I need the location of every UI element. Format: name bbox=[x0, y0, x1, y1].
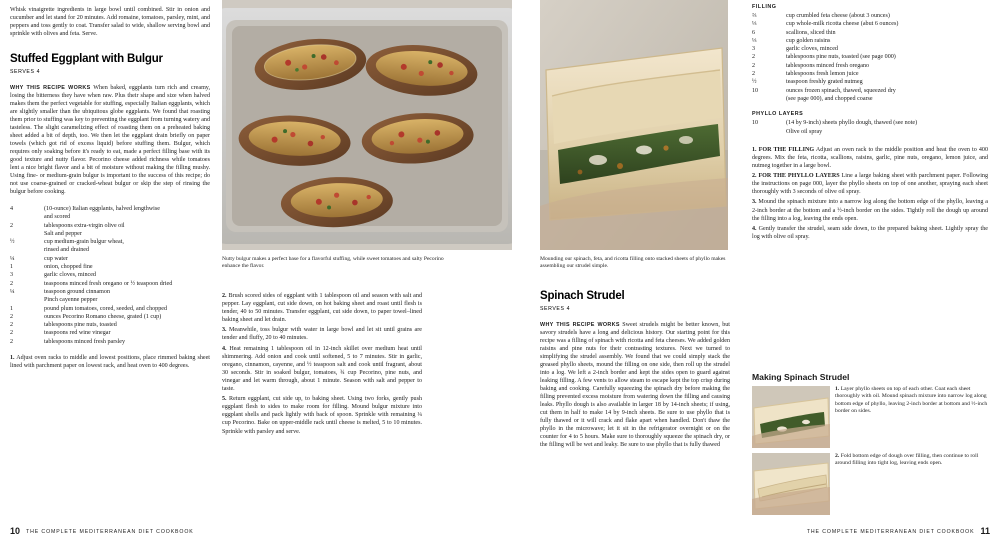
column-two bbox=[222, 292, 422, 436]
ingredient-text: cup crumbled feta cheese (about 3 ounces) bbox=[786, 13, 890, 19]
ingredient-amount: ¼ bbox=[10, 288, 15, 295]
folio-left: 10 bbox=[10, 526, 21, 536]
ingredient-row bbox=[10, 255, 210, 263]
recipe-step-4: 4. Heat remaining 1 tablespoon oil in 12-inch skillet over medium heat until shimmering. Add onion and cook until softened, 5 to 7 minutes. Stir in garlic, oregano, cinnamon, cayenne, and ½ teaspoon salt and cook until fragrant, about 30 seconds. Stir in soaked bulgur, tomatoes, ¾ cup Pecorino, pine nuts, and vinegar and let warm through, about 1 minute. Season with salt and pepper to taste. bbox=[222, 345, 422, 393]
ingredient-row bbox=[10, 213, 210, 221]
photo-caption-eggplant: Nutty bulgur makes a perfect base for a flavorful stuffing, while sweet tomatoes and salty Pecorino enhance the flavor. bbox=[222, 256, 444, 270]
recipe-title: Spinach Strudel bbox=[540, 290, 625, 302]
ingredient-text: and scored bbox=[44, 214, 71, 221]
ingredient-text: cup whole-milk ricotta cheese (abut 6 ounces) bbox=[786, 21, 899, 28]
why-this-recipe-works-text: When baked, eggplants turn rich and creamy, losing the bitterness they have when raw. Plus their shape and size when halved makes them the perfect vegetable for stuffing, especially Italian eggplants, which are slightly smaller than the ubiquitous globe eggplants. We found that roasting them prior to stuffing was key to preventing the eggplant from turning watery and tasteless. The slight caramelizing effect of roasting them on a preheated baking sheet added a bit of depth, too. We then let the eggplant drain briefly on paper towels (which got rid of excess liquid) before stuffing them. Bulgur, which requires only soaking before it's ready to eat, made a perfect filling base with its good texture and nutty flavor. Pecorino cheese added richness while tomatoes lent a nice bright flavor and a bit of moisture without making the filling mushy. Using fine- or medium-grain bulgur is important to the success of this recipe; do not use coarse-grained or cracked-wheat bulgur or skip the step of rinsing the bulgur before cooking. bbox=[10, 85, 210, 195]
footer-right bbox=[801, 521, 990, 539]
ingredient-row bbox=[10, 296, 210, 304]
ingredient-text: onion, chopped fine bbox=[44, 264, 93, 271]
ingredient-text: garlic cloves, minced bbox=[44, 272, 96, 279]
recipe-step-5: 5. Return eggplant, cut side up, to baking sheet. Using two forks, gently push eggplant flesh to sides to make room for filling. Mound bulgur mixture into eggplant shells and pack lightly with back of spoon. Sprinkle with remaining ¼ cup Pecorino. Bake on upper-middle rack until cheese is melted, 5 to 10 minutes. Sprinkle with parsley and serve. bbox=[222, 396, 422, 435]
recipe-heading-spinach-strudel bbox=[540, 290, 730, 312]
ingredient-row bbox=[10, 238, 210, 246]
how-to-step-1-text: 1. Layer phyllo sheets on top of each other. Coat each sheet thoroughly with oil. Mound spinach mixture into narrow log along bottom edge of phyllo, leaving 2-inch border at bottom and ½-inch border on sides. bbox=[835, 386, 988, 415]
column-four bbox=[752, 4, 988, 241]
why-this-recipe-works-label: WHY THIS RECIPE WORKS bbox=[10, 85, 91, 91]
ingredient-amount: ½ bbox=[10, 239, 15, 246]
ingredient-text: tablespoons fresh lemon juice bbox=[786, 71, 859, 78]
ingredient-text: ounces Pecorino Romano cheese, grated (1 cup) bbox=[44, 313, 162, 320]
filling-section-head: FILLING bbox=[752, 4, 777, 10]
ingredient-amount: 2 bbox=[10, 222, 14, 229]
ingredient-amount: 1 bbox=[10, 264, 14, 271]
strudel-step-2: 2. FOR THE PHYLLO LAYERS Line a large baking sheet with parchment paper. Following the instructions on page 000, layer the phyllo sheets on top of one another, spraying each sheet thoroughly with 3 seconds of olive oil spray. bbox=[752, 173, 988, 196]
ingredient-text: teaspoons red wine vinegar bbox=[44, 330, 111, 337]
ingredient-row bbox=[752, 12, 988, 20]
ingredient-row bbox=[752, 128, 988, 136]
why-this-recipe-works-label: WHY THIS RECIPE WORKS bbox=[540, 322, 620, 328]
how-to-title: Making Spinach Strudel bbox=[752, 372, 850, 382]
ingredient-text: garlic cloves, minced bbox=[786, 46, 838, 53]
how-to-sidebar bbox=[752, 372, 988, 520]
ingredient-amount: ¼ bbox=[10, 255, 15, 262]
ingredient-row bbox=[10, 329, 210, 337]
recipe-serves: SERVES 4 bbox=[10, 69, 41, 75]
ingredient-row bbox=[752, 87, 988, 95]
ingredient-row bbox=[752, 37, 988, 45]
column-three bbox=[540, 290, 730, 449]
ingredient-list-filling bbox=[752, 12, 988, 103]
photo-spinach-strudel bbox=[540, 0, 728, 250]
ingredient-amount: 10 bbox=[752, 87, 759, 94]
ingredient-amount: ⅓ bbox=[752, 21, 757, 28]
column-one bbox=[10, 6, 210, 370]
ingredient-row bbox=[10, 338, 210, 346]
ingredient-amount bbox=[10, 213, 44, 221]
ingredient-amount bbox=[10, 296, 44, 304]
photo-stuffed-eggplant bbox=[222, 0, 512, 250]
ingredient-text: (10-ounce) Italian eggplants, halved lengthwise bbox=[44, 206, 160, 212]
ingredient-row bbox=[10, 263, 210, 271]
ingredient-row bbox=[752, 119, 988, 127]
ingredient-text: teaspoons minced fresh oregano or ½ teaspoon dried bbox=[44, 280, 173, 287]
ingredient-text: tablespoons pine nuts, toasted bbox=[44, 322, 117, 329]
recipe-step-1: 1. Adjust oven racks to middle and lowest positions, place rimmed baking sheet lined with parchment paper on lowest rack, and heat oven to 400 degrees. bbox=[10, 355, 210, 370]
recipe-step-2: 2. Brush scored sides of eggplant with 1 tablespoon oil and season with salt and pepper. Lay eggplant, cut side down, on hot baking sheet and roast until flesh is tender, 40 to 50 minutes. Transfer eggplant, cut side down, to paper towel–lined baking sheet and let drain. bbox=[222, 293, 422, 324]
strudel-step-1: 1. FOR THE FILLING Adjust an oven rack to the middle position and heat the oven to 400 degrees. Mix the feta, ricotta, scallions, raisins, garlic, pine nuts, oregano, lemon juice, and nutmeg together in a large bowl. bbox=[752, 146, 988, 170]
ingredient-text: Olive oil spray bbox=[786, 128, 823, 135]
how-to-image-roll-log bbox=[752, 453, 830, 515]
ingredient-row bbox=[10, 321, 210, 329]
ingredient-row bbox=[752, 20, 988, 28]
ingredient-list-phyllo bbox=[752, 119, 988, 136]
strudel-step-4: 4. Gently transfer the strudel, seam side down, to the prepared baking sheet. Lightly spray the log with olive oil spray. bbox=[752, 225, 988, 240]
ingredient-amount: 10 bbox=[752, 120, 759, 127]
ingredient-text: cup medium-grain bulgur wheat, bbox=[44, 239, 124, 246]
why-this-recipe-works-block bbox=[10, 84, 210, 196]
how-to-step-2-text: 2. Fold bottom edge of dough over filling, then continue to roll around filling into tight log, leaving ends open. bbox=[835, 453, 979, 467]
ingredient-row bbox=[752, 45, 988, 53]
ingredient-amount: 6 bbox=[752, 29, 756, 36]
photo-caption-strudel: Mounding our spinach, feta, and ricotta filling onto stacked sheets of phyllo makes assembling our strudel simple. bbox=[540, 256, 726, 270]
ingredient-text: tablespoons pine nuts, toasted (see page 000) bbox=[786, 54, 896, 61]
ingredient-row bbox=[10, 313, 210, 321]
ingredient-text: ounces frozen spinach, thawed, squeezed dry bbox=[786, 87, 896, 94]
ingredient-row bbox=[10, 246, 210, 254]
ingredient-row bbox=[752, 53, 988, 61]
ingredient-amount: 2 bbox=[10, 322, 14, 329]
ingredient-amount: 2 bbox=[10, 338, 14, 345]
ingredient-list-eggplant bbox=[10, 205, 210, 346]
recipe-title: Stuffed Eggplant with Bulgur bbox=[10, 53, 163, 65]
why-this-recipe-works-text: Sweet strudels might be better known, but savory strudels have a long and delicious history. Our starting point for this recipe was a filling of spinach with ricotta and feta cheeses. We added golden raisins and pine nuts for their contrasting textures. Next we turned to simplifying the strudel assembly. We found that we could simply stack the greased phyllo sheets, mound the filling on one side, then roll up the strudel into a log. We left a 2-inch border and kept the sides open to guard against leaking filling. A few vents to allow steam to escape kept the top crisp during baking and cooking. Carefully squeezing the spinach dry before making the filling prevented excess moisture from watering down the filling and causing leaks. Phyllo dough is also available in larger 18 by 14-inch sheets; if using, cut them in half to make 14 by 9-inch sheets. Be sure to use phyllo that is fully thawed or it will crack and flake apart when handled. Don't thaw the phyllo in the microwave; let it sit in the refrigerator overnight or on the counter for 4 to 5 hours. Make sure to thoroughly squeeze the spinach dry, or the filling will be wet and leaky. Be sure to use phyllo that is fully thawed bbox=[540, 322, 730, 448]
ingredient-text: tablespoons minced fresh parsley bbox=[44, 338, 126, 345]
ingredient-row bbox=[10, 280, 210, 288]
how-to-step-2 bbox=[752, 453, 988, 515]
ingredient-text: cup golden raisins bbox=[786, 37, 831, 44]
ingredient-amount: ½ bbox=[752, 79, 757, 86]
ingredient-text: cup water bbox=[44, 255, 68, 262]
how-to-image-layer-phyllo bbox=[752, 386, 830, 448]
ingredient-amount: 2 bbox=[10, 330, 14, 337]
ingredient-amount: 4 bbox=[10, 206, 14, 212]
ingredient-text: Salt and pepper bbox=[44, 230, 82, 237]
ingredient-text: rinsed and drained bbox=[44, 247, 90, 254]
ingredient-row bbox=[10, 288, 210, 296]
ingredient-amount: 2 bbox=[752, 54, 756, 61]
ingredient-text: teaspoon ground cinnamon bbox=[44, 288, 111, 295]
ingredient-text: tablespoons extra-virgin olive oil bbox=[44, 222, 125, 229]
ingredient-row bbox=[752, 70, 988, 78]
ingredient-text: Pinch cayenne pepper bbox=[44, 297, 98, 304]
ingredient-row bbox=[10, 305, 210, 313]
recipe-step-3: 3. Meanwhile, toss bulgur with water in large bowl and let sit until grains are tender and fluffy, 20 to 40 minutes. bbox=[222, 327, 422, 342]
ingredient-amount: ⅓ bbox=[752, 37, 757, 44]
why-this-recipe-works-block bbox=[540, 321, 730, 449]
book-title-right: THE COMPLETE MEDITERRANEAN DIET COOKBOOK bbox=[806, 529, 975, 535]
ingredient-text: teaspoon freshly grated nutmeg bbox=[786, 79, 863, 86]
ingredient-amount: 3 bbox=[752, 46, 756, 53]
strudel-step-3: 3. Mound the spinach mixture into a narrow log along the bottom edge of the phyllo, leaving a 2-inch border at the bottom and a ½-inch border on the sides. Tightly roll the dough up around the filling into a log, leaving the ends open. bbox=[752, 199, 988, 222]
ingredient-row bbox=[10, 271, 210, 279]
ingredient-amount: 2 bbox=[10, 313, 14, 320]
ingredient-amount bbox=[10, 230, 44, 238]
ingredient-amount bbox=[10, 246, 44, 254]
ingredient-text: (see page 000), and chopped coarse bbox=[786, 95, 873, 102]
ingredient-row bbox=[752, 78, 988, 86]
ingredient-text: pound plum tomatoes, cored, seeded, and chopped bbox=[44, 305, 168, 312]
ingredient-amount bbox=[752, 128, 786, 136]
book-title-left: THE COMPLETE MEDITERRANEAN DIET COOKBOOK bbox=[26, 529, 194, 535]
ingredient-amount: 1 bbox=[10, 305, 14, 312]
ingredient-row bbox=[752, 29, 988, 37]
ingredient-row bbox=[752, 95, 988, 103]
ingredient-amount: ⅔ bbox=[752, 13, 757, 19]
ingredient-row bbox=[10, 222, 210, 230]
ingredient-amount: 2 bbox=[10, 280, 14, 287]
ingredient-amount: 2 bbox=[752, 71, 756, 78]
ingredient-text: (14 by 9-inch) sheets phyllo dough, thawed (see note) bbox=[786, 120, 918, 127]
footer-left bbox=[10, 521, 194, 539]
ingredient-row bbox=[752, 62, 988, 70]
folio-right: 11 bbox=[980, 526, 990, 536]
recipe-heading-stuffed-eggplant bbox=[10, 53, 210, 75]
ingredient-amount bbox=[752, 95, 786, 103]
how-to-step-1 bbox=[752, 386, 988, 448]
ingredient-row bbox=[10, 230, 210, 238]
ingredient-text: tablespoons minced fresh oregano bbox=[786, 62, 870, 69]
continued-paragraph: Whisk vinaigrette ingredients in large bowl until combined. Stir in onion and cucumber and let stand for 20 minutes. Add romaine, tomatoes, parsley, mint, and peppers and toss gently to coat. Transfer salad to wide, shallow serving bowl and sprinkle with olives and feta. Serve. bbox=[10, 7, 210, 37]
ingredient-text: scallions, sliced thin bbox=[786, 29, 836, 36]
phyllo-section-head: PHYLLO LAYERS bbox=[752, 111, 804, 118]
ingredient-amount: 3 bbox=[10, 272, 14, 279]
ingredient-row bbox=[10, 205, 210, 213]
ingredient-amount: 2 bbox=[752, 62, 756, 69]
recipe-serves: SERVES 4 bbox=[540, 306, 571, 312]
